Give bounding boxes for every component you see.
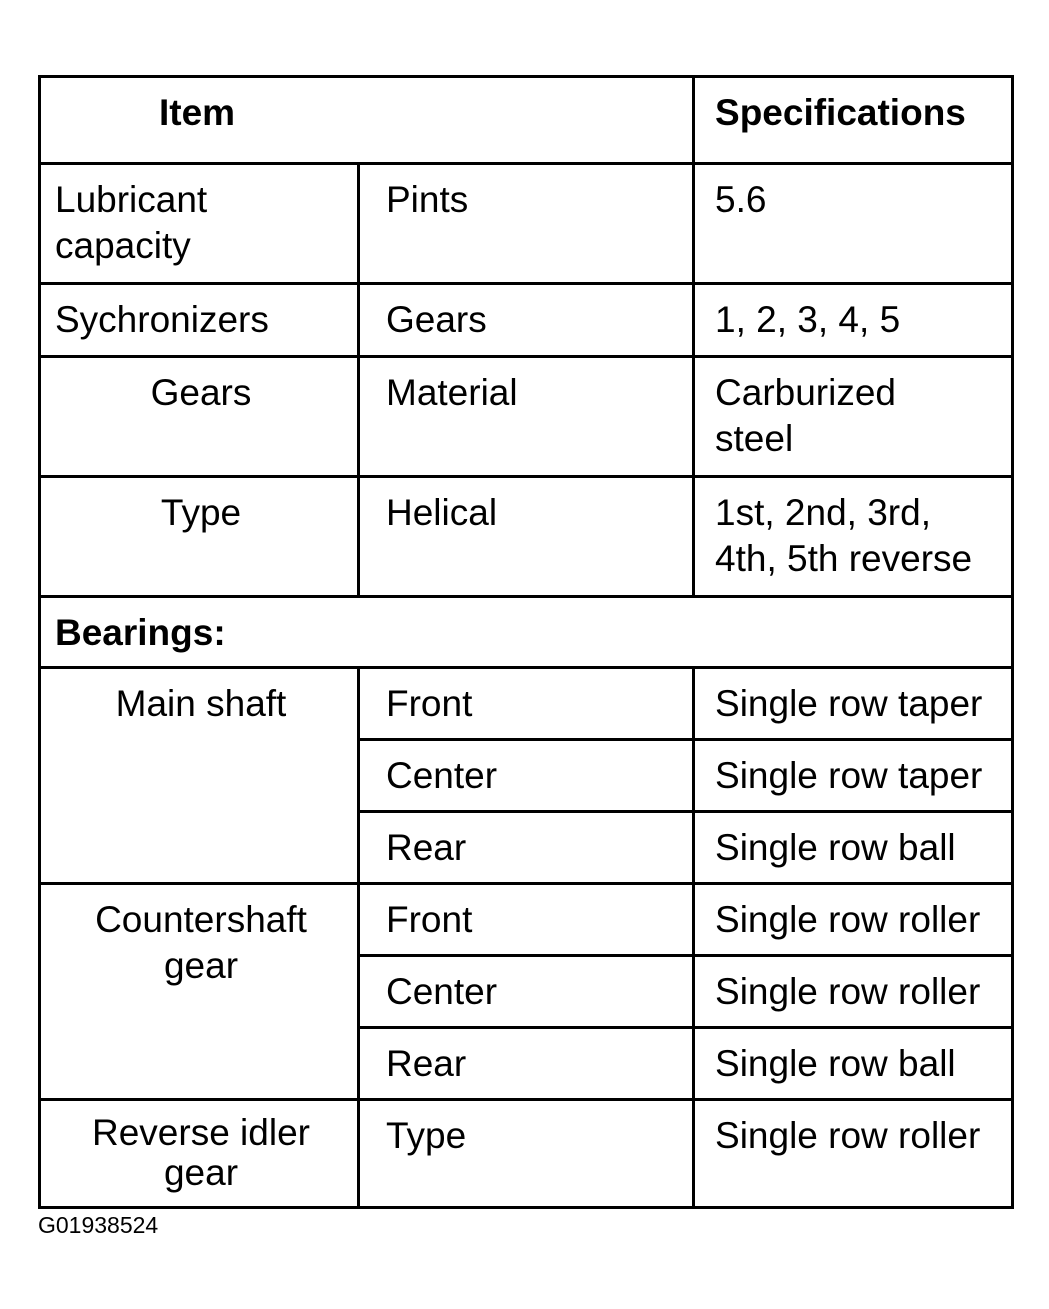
sub-item-cell: Helical	[359, 477, 694, 597]
table-row	[40, 884, 1013, 956]
bearing-position: Rear	[359, 1028, 694, 1100]
bearing-spec: Single row ball	[694, 1028, 1013, 1100]
main-shaft-label: Main shaft	[40, 668, 359, 884]
spec-cell: Carburized steel	[694, 357, 1013, 477]
bearing-position: Center	[359, 740, 694, 812]
sub-item-cell: Material	[359, 357, 694, 477]
header-row	[40, 77, 1013, 164]
spec-cell: 1, 2, 3, 4, 5	[694, 284, 1013, 357]
table-row	[40, 284, 1013, 357]
bearing-spec: Single row roller	[694, 956, 1013, 1028]
table-row	[40, 1100, 1013, 1208]
item-cell: Lubricant capacity	[40, 164, 359, 284]
item-cell: Type	[40, 477, 359, 597]
bearing-spec: Single row roller	[694, 884, 1013, 956]
spec-cell: 1st, 2nd, 3rd, 4th, 5th reverse	[694, 477, 1013, 597]
countershaft-label: Countershaft gear	[40, 884, 359, 1100]
item-cell: Gears	[40, 357, 359, 477]
bearing-position: Rear	[359, 812, 694, 884]
bearing-spec: Single row taper	[694, 668, 1013, 740]
spec-cell: 5.6	[694, 164, 1013, 284]
bearing-position: Type	[359, 1100, 694, 1208]
header-specifications: Specifications	[694, 77, 1013, 164]
sub-item-cell: Pints	[359, 164, 694, 284]
table-row	[40, 164, 1013, 284]
bearing-position: Front	[359, 884, 694, 956]
bearing-position: Center	[359, 956, 694, 1028]
header-item: Item	[40, 77, 694, 164]
reverse-idler-label: Reverse idler gear	[40, 1100, 359, 1208]
bearings-heading-row	[40, 597, 1013, 668]
bearing-position: Front	[359, 668, 694, 740]
table-row	[40, 477, 1013, 597]
bearing-spec: Single row roller	[694, 1100, 1013, 1208]
bearings-heading: Bearings:	[40, 597, 1013, 668]
table-row	[40, 668, 1013, 740]
item-cell: Sychronizers	[40, 284, 359, 357]
figure-id: G01938524	[38, 1212, 159, 1238]
bearing-spec: Single row ball	[694, 812, 1013, 884]
sub-item-cell: Gears	[359, 284, 694, 357]
specifications-table	[38, 75, 1014, 1209]
bearing-spec: Single row taper	[694, 740, 1013, 812]
table-row	[40, 357, 1013, 477]
